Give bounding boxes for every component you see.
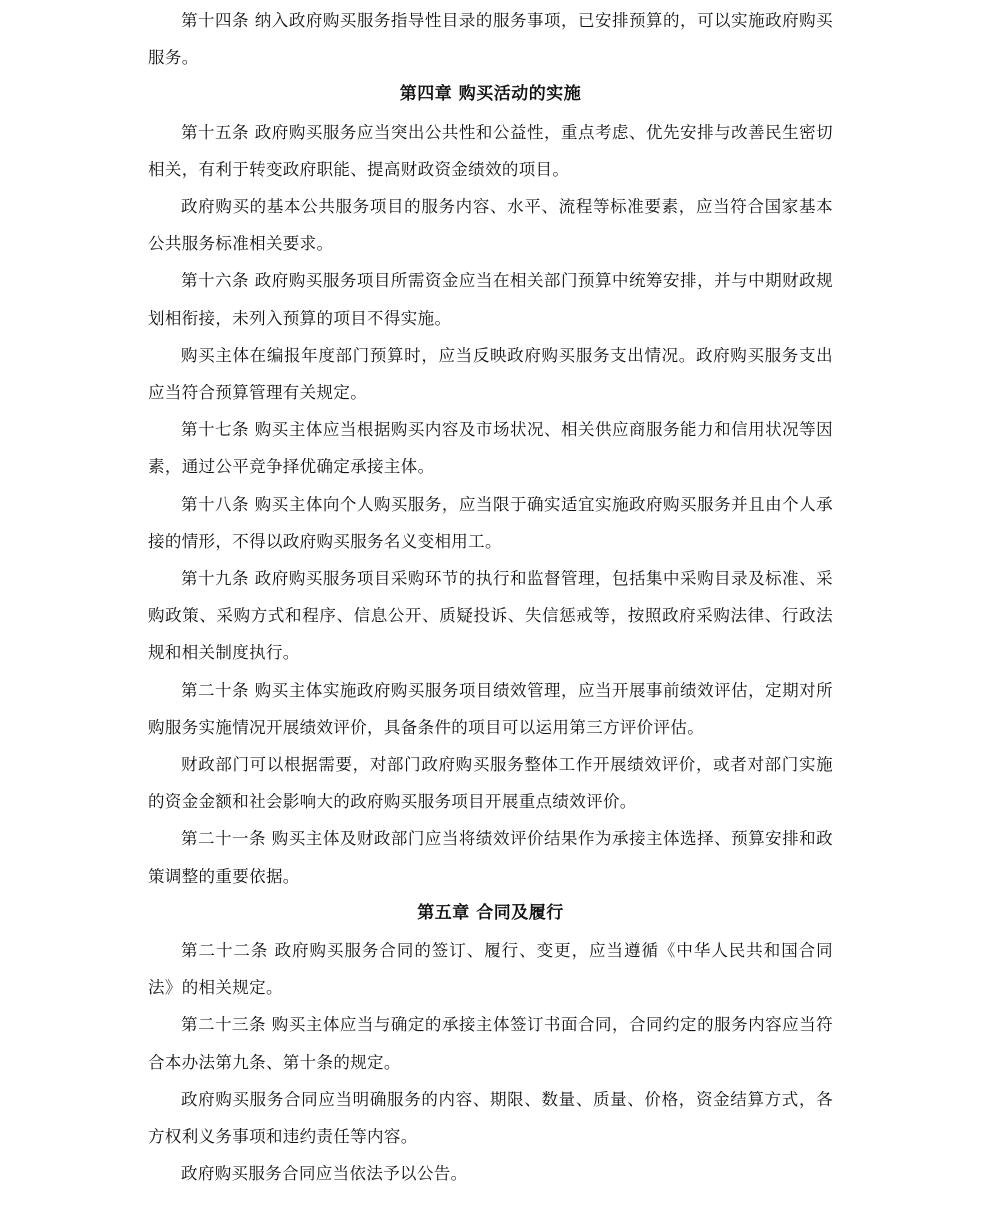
document-body xyxy=(148,2,833,1193)
article-21: 第二十一条 购买主体及财政部门应当将绩效评价结果作为承接主体选择、预算安排和政策调整的重要依据。 xyxy=(148,829,833,886)
article-23: 第二十三条 购买主体应当与确定的承接主体签订书面合同，合同约定的服务内容应当符合本办法第九条、第十条的规定。 xyxy=(148,1015,833,1072)
article-20-paragraph-2: 财政部门可以根据需要，对部门政府购买服务整体工作开展绩效评价，或者对部门实施的资金金额和社会影响大的政府购买服务项目开展重点绩效评价。 xyxy=(148,755,833,812)
article-15-paragraph-2: 政府购买的基本公共服务项目的服务内容、水平、流程等标准要素，应当符合国家基本公共服务标准相关要求。 xyxy=(148,197,833,254)
article-23-paragraph-3: 政府购买服务合同应当依法予以公告。 xyxy=(181,1164,468,1184)
chapter-4-heading: 第四章 购买活动的实施 xyxy=(399,84,582,105)
article-22: 第二十二条 政府购买服务合同的签订、履行、变更，应当遵循《中华人民共和国合同法》的相关规定。 xyxy=(148,941,833,998)
article-16-paragraph-2: 购买主体在编报年度部门预算时，应当反映政府购买服务支出情况。政府购买服务支出应当符合预算管理有关规定。 xyxy=(148,345,833,403)
article-16: 第十六条 政府购买服务项目所需资金应当在相关部门预算中统筹安排，并与中期财政规划相衔接，未列入预算的项目不得实施。 xyxy=(148,271,833,328)
article-18: 第十八条 购买主体向个人购买服务，应当限于确实适宜实施政府购买服务并且由个人承接的情形，不得以政府购买服务名义变相用工。 xyxy=(148,494,833,551)
article-23-paragraph-2: 政府购买服务合同应当明确服务的内容、期限、数量、质量、价格，资金结算方式，各方权利义务事项和违约责任等内容。 xyxy=(148,1089,833,1147)
article-17: 第十七条 购买主体应当根据购买内容及市场状况、相关供应商服务能力和信用状况等因素，通过公平竞争择优确定承接主体。 xyxy=(148,420,833,477)
article-14: 第十四条 纳入政府购买服务指导性目录的服务事项，已安排预算的，可以实施政府购买服务。 xyxy=(148,11,833,68)
article-20: 第二十条 购买主体实施政府购买服务项目绩效管理，应当开展事前绩效评估，定期对所购服务实施情况开展绩效评价，具备条件的项目可以运用第三方评价评估。 xyxy=(148,680,833,737)
chapter-5-heading: 第五章 合同及履行 xyxy=(417,902,564,923)
article-15: 第十五条 政府购买服务应当突出公共性和公益性，重点考虑、优先安排与改善民生密切相关，有利于转变政府职能、提高财政资金绩效的项目。 xyxy=(148,122,833,179)
article-19: 第十九条 政府购买服务项目采购环节的执行和监督管理，包括集中采购目录及标准、采购政策、采购方式和程序、信息公开、质疑投诉、失信惩戒等，按照政府采购法律、行政法规和相关制度执行。 xyxy=(148,569,833,663)
